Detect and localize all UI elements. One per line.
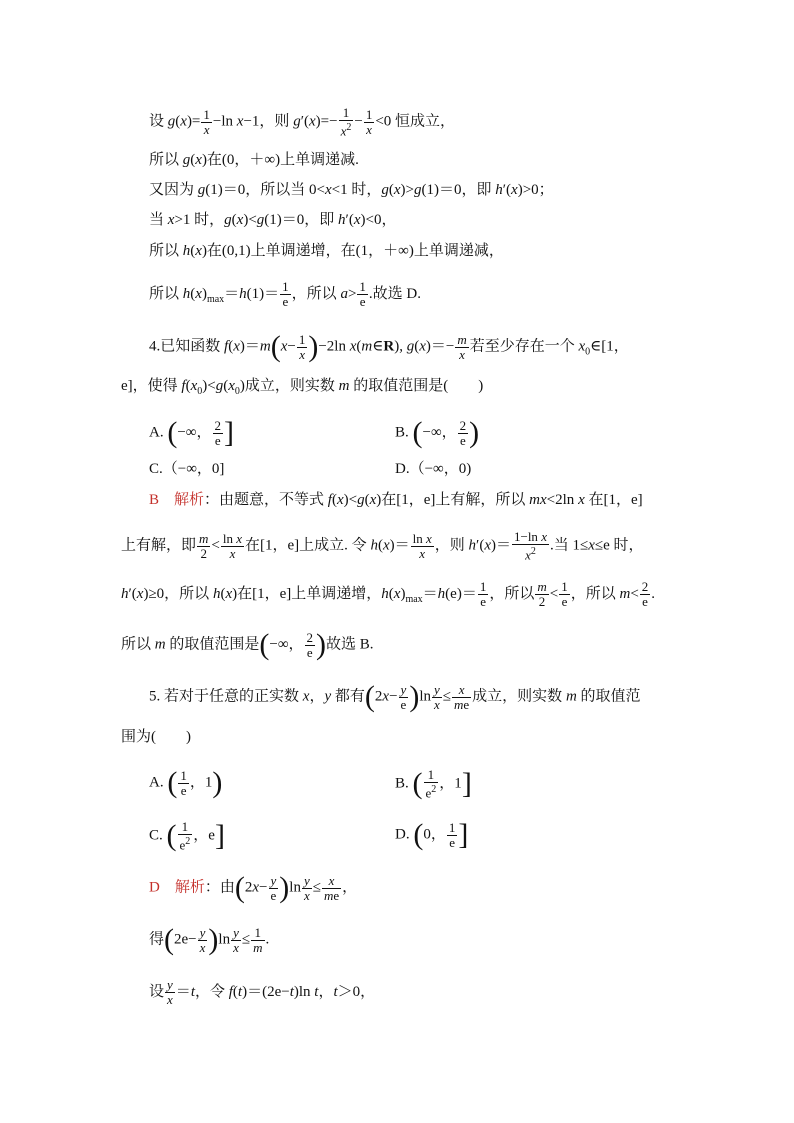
q4-analysis-line-3: h′(x)≥0，所以 h(x)在[1，e]上单调递增，$h(x)_{max}=h(e)=$ $\frac{1}{e}$ ，所以 $\frac{m}{2}$ < $\frac{1}{e}$ ，所以 m< $\frac{2}{e}$ . — [121, 579, 656, 609]
q4-option-d[interactable]: D.（−∞，0) — [395, 461, 472, 477]
q5-analysis-line-2: 得(2e− $\frac{y}{x}$ )ln $\frac{y}{x}$ ≤ $\frac{1}{m}$ . — [149, 923, 270, 956]
solution-line-5: 所以 h(x)在(0,1)上单调递增，在(1，＋∞)上单调递减， — [149, 243, 504, 259]
q5-option-d[interactable]: D. (0， $\frac{1}{e}$ ] — [395, 818, 469, 851]
q4-analysis-line-2: 上有解，即 $\frac{m}{2}$ < $\frac{\text{ln x}}{x}$ 在[1，e]上成立. 令 h(x)＝ $\frac{\text{ln x}}{x}$ ，则 h′(x)＝ $\frac{\text{1−ln x}}{x^2}$ .当 1≤x≤e 时， — [121, 529, 644, 563]
q5-option-a[interactable]: A. ( $\frac{1}{e}$ ，1) — [149, 766, 223, 799]
q4-option-b[interactable]: B. (−∞， $\frac{2}{e}$ ) — [395, 416, 480, 449]
q4-option-a[interactable]: A. (−∞， $\frac{2}{e}$ ] — [149, 416, 234, 449]
solution-line-4: 当 x>1 时，g(x)<g(1)＝0，即 h′(x)<0， — [149, 212, 397, 228]
solution-line-2: 所以 g(x)在(0，＋∞)上单调递减. — [149, 152, 359, 168]
q4-analysis-line-1: B 解析：由题意，不等式 f(x)<g(x)在[1，e]上有解，所以 mx<2ln x 在[1，e] — [149, 492, 643, 508]
q5-answer-label: D 解析 — [149, 879, 205, 896]
q5-stem-line-1: 5. 若对于任意的正实数 x，y 都有(2x− $\frac{y}{e}$ )ln $\frac{y}{x}$ ≤ $\frac{x}{me}$ 成立，则实数 m 的取值范 — [149, 680, 641, 713]
q5-stem-line-2: 围为( ) — [121, 729, 191, 745]
q5-analysis-line-3: 设 $\frac{y}{x}$ ＝t，令 f(t)＝(2e−t)ln t，t＞0， — [149, 977, 376, 1007]
q4-answer-label: B 解析 — [149, 492, 205, 508]
q4-stem-line-2: e]，使得 $f(x_0)<g(x_0)$成立，则实数 m 的取值范围是( ) — [121, 378, 484, 397]
solution-line-3: 又因为 g(1)＝0，所以当 0<x<1 时，g(x)>g(1)＝0，即 h′(x)>0； — [149, 182, 554, 198]
q5-option-c[interactable]: C. ( $\frac{1}{e^2}$ ，e] — [149, 819, 225, 853]
q5-analysis-line-1: D 解析：由(2x− $\frac{y}{e}$ )ln $\frac{y}{x}$ ≤ $\frac{x}{me}$ ， — [149, 871, 358, 904]
q4-stem-line-1: 4.已知函数 f(x)＝m(x− $\frac{1}{x}$ )−2ln x(m∈R), g(x)＝− $\frac{m}{x}$ 若至少存在一个 $x_0\in[1$， — [149, 330, 629, 363]
solution-line-6: 所以 $h(x)_{max}=h(1)=$ $\frac{1}{e}$ ，所以 a> $\frac{1}{e}$ .故选 D. — [149, 279, 421, 309]
q4-analysis-line-4: 所以 m 的取值范围是(−∞， $\frac{2}{e}$ )故选 B. — [121, 628, 374, 661]
q4-option-c[interactable]: C.（−∞，0] — [149, 461, 225, 477]
q5-option-b[interactable]: B. ( $\frac{1}{e^2}$ ，1] — [395, 767, 472, 801]
solution-line-1: 设 g(x)= $\frac{1}{x}$ −ln x−1，则 g′(x)=− $\frac{1}{x^2}$ − $\frac{1}{x}$ <0 恒成立， — [149, 105, 456, 139]
